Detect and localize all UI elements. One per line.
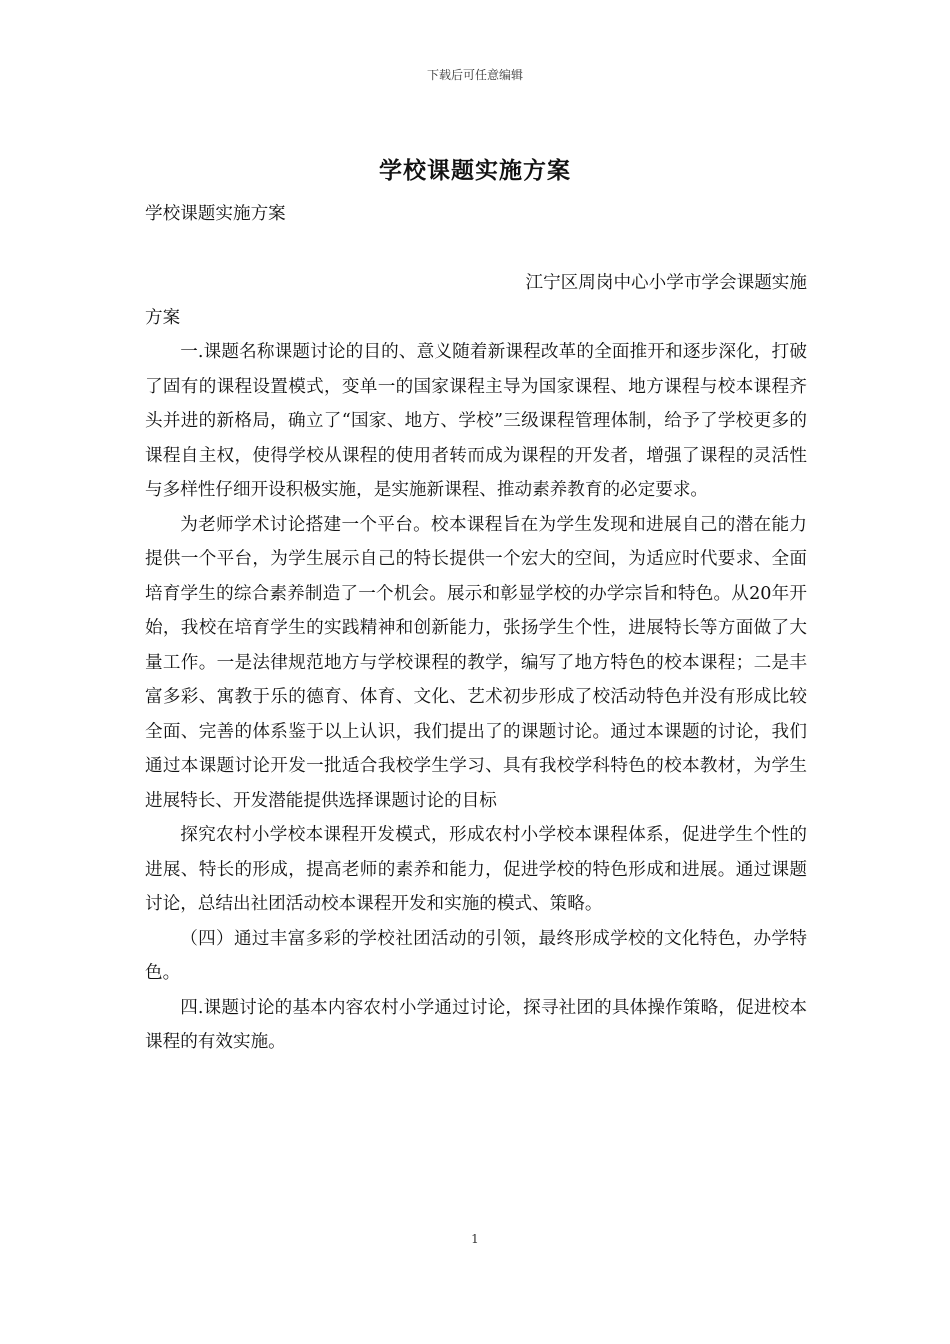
organization-line-continued: 方案 xyxy=(145,307,181,328)
document-title: 学校课题实施方案 xyxy=(379,157,571,184)
document-subtitle: 学校课题实施方案 xyxy=(145,204,286,224)
header-note: 下载后可任意编辑 xyxy=(426,68,523,82)
paragraph-1: 一.课题名称课题讨论的目的、意义随着新课程改革的全面推开和逐步深化，打破了固有的课程设置模式，变单一的国家课程主导为国家课程、地方课程与校本课程齐头并进的新格局，确立了“国家、地方、学校”三级课程管理体制，给予了学校更多的课程自主权，使得学校从课程的使用者转而成为课程的开发者，增强了课程的灵活性与多样性仔细开设积极实施，是实施新课程、推动素养教育的必定要求。 xyxy=(145,342,807,500)
paragraph-2: 为老师学术讨论搭建一个平台。校本课程旨在为学生发现和进展自己的潜在能力提供一个平台，为学生展示自己的特长提供一个宏大的空间，为适应时代要求、全面培育学生的综合素养制造了一个机会。展示和彰显学校的办学宗旨和特色。从20年开始，我校在培育学生的实践精神和创新能力，张扬学生个性，进展特长等方面做了大量工作。一是法律规范地方与学校课程的教学，编写了地方特色的校本课程；二是丰富多彩、寓教于乐的德育、体育、文化、艺术初步形成了校活动特色并没有形成比较全面、完善的体系鉴于以上认识，我们提出了的课题讨论。通过本课题的讨论，我们通过本课题讨论开发一批适合我校学生学习、具有我校学科特色的校本教材，为学生进展特长、开发潜能提供选择课题讨论的目标 xyxy=(145,514,807,811)
document-body xyxy=(145,197,807,1060)
paragraph-5: 四.课题讨论的基本内容农村小学通过讨论，探寻社团的具体操作策略，促进校本课程的有效实施。 xyxy=(145,997,807,1052)
paragraph-3: 探究农村小学校本课程开发模式，形成农村小学校本课程体系，促进学生个性的进展、特长的形成，提高老师的素养和能力，促进学校的特色形成和进展。通过课题讨论，总结出社团活动校本课程开发和实施的模式、策略。 xyxy=(145,825,807,914)
page-number: 1 xyxy=(471,1232,479,1246)
paragraph-4: （四）通过丰富多彩的学校社团活动的引领，最终形成学校的文化特色，办学特色。 xyxy=(145,928,807,983)
organization-line: 江宁区周岗中心小学市学会课题实施 xyxy=(525,273,807,293)
